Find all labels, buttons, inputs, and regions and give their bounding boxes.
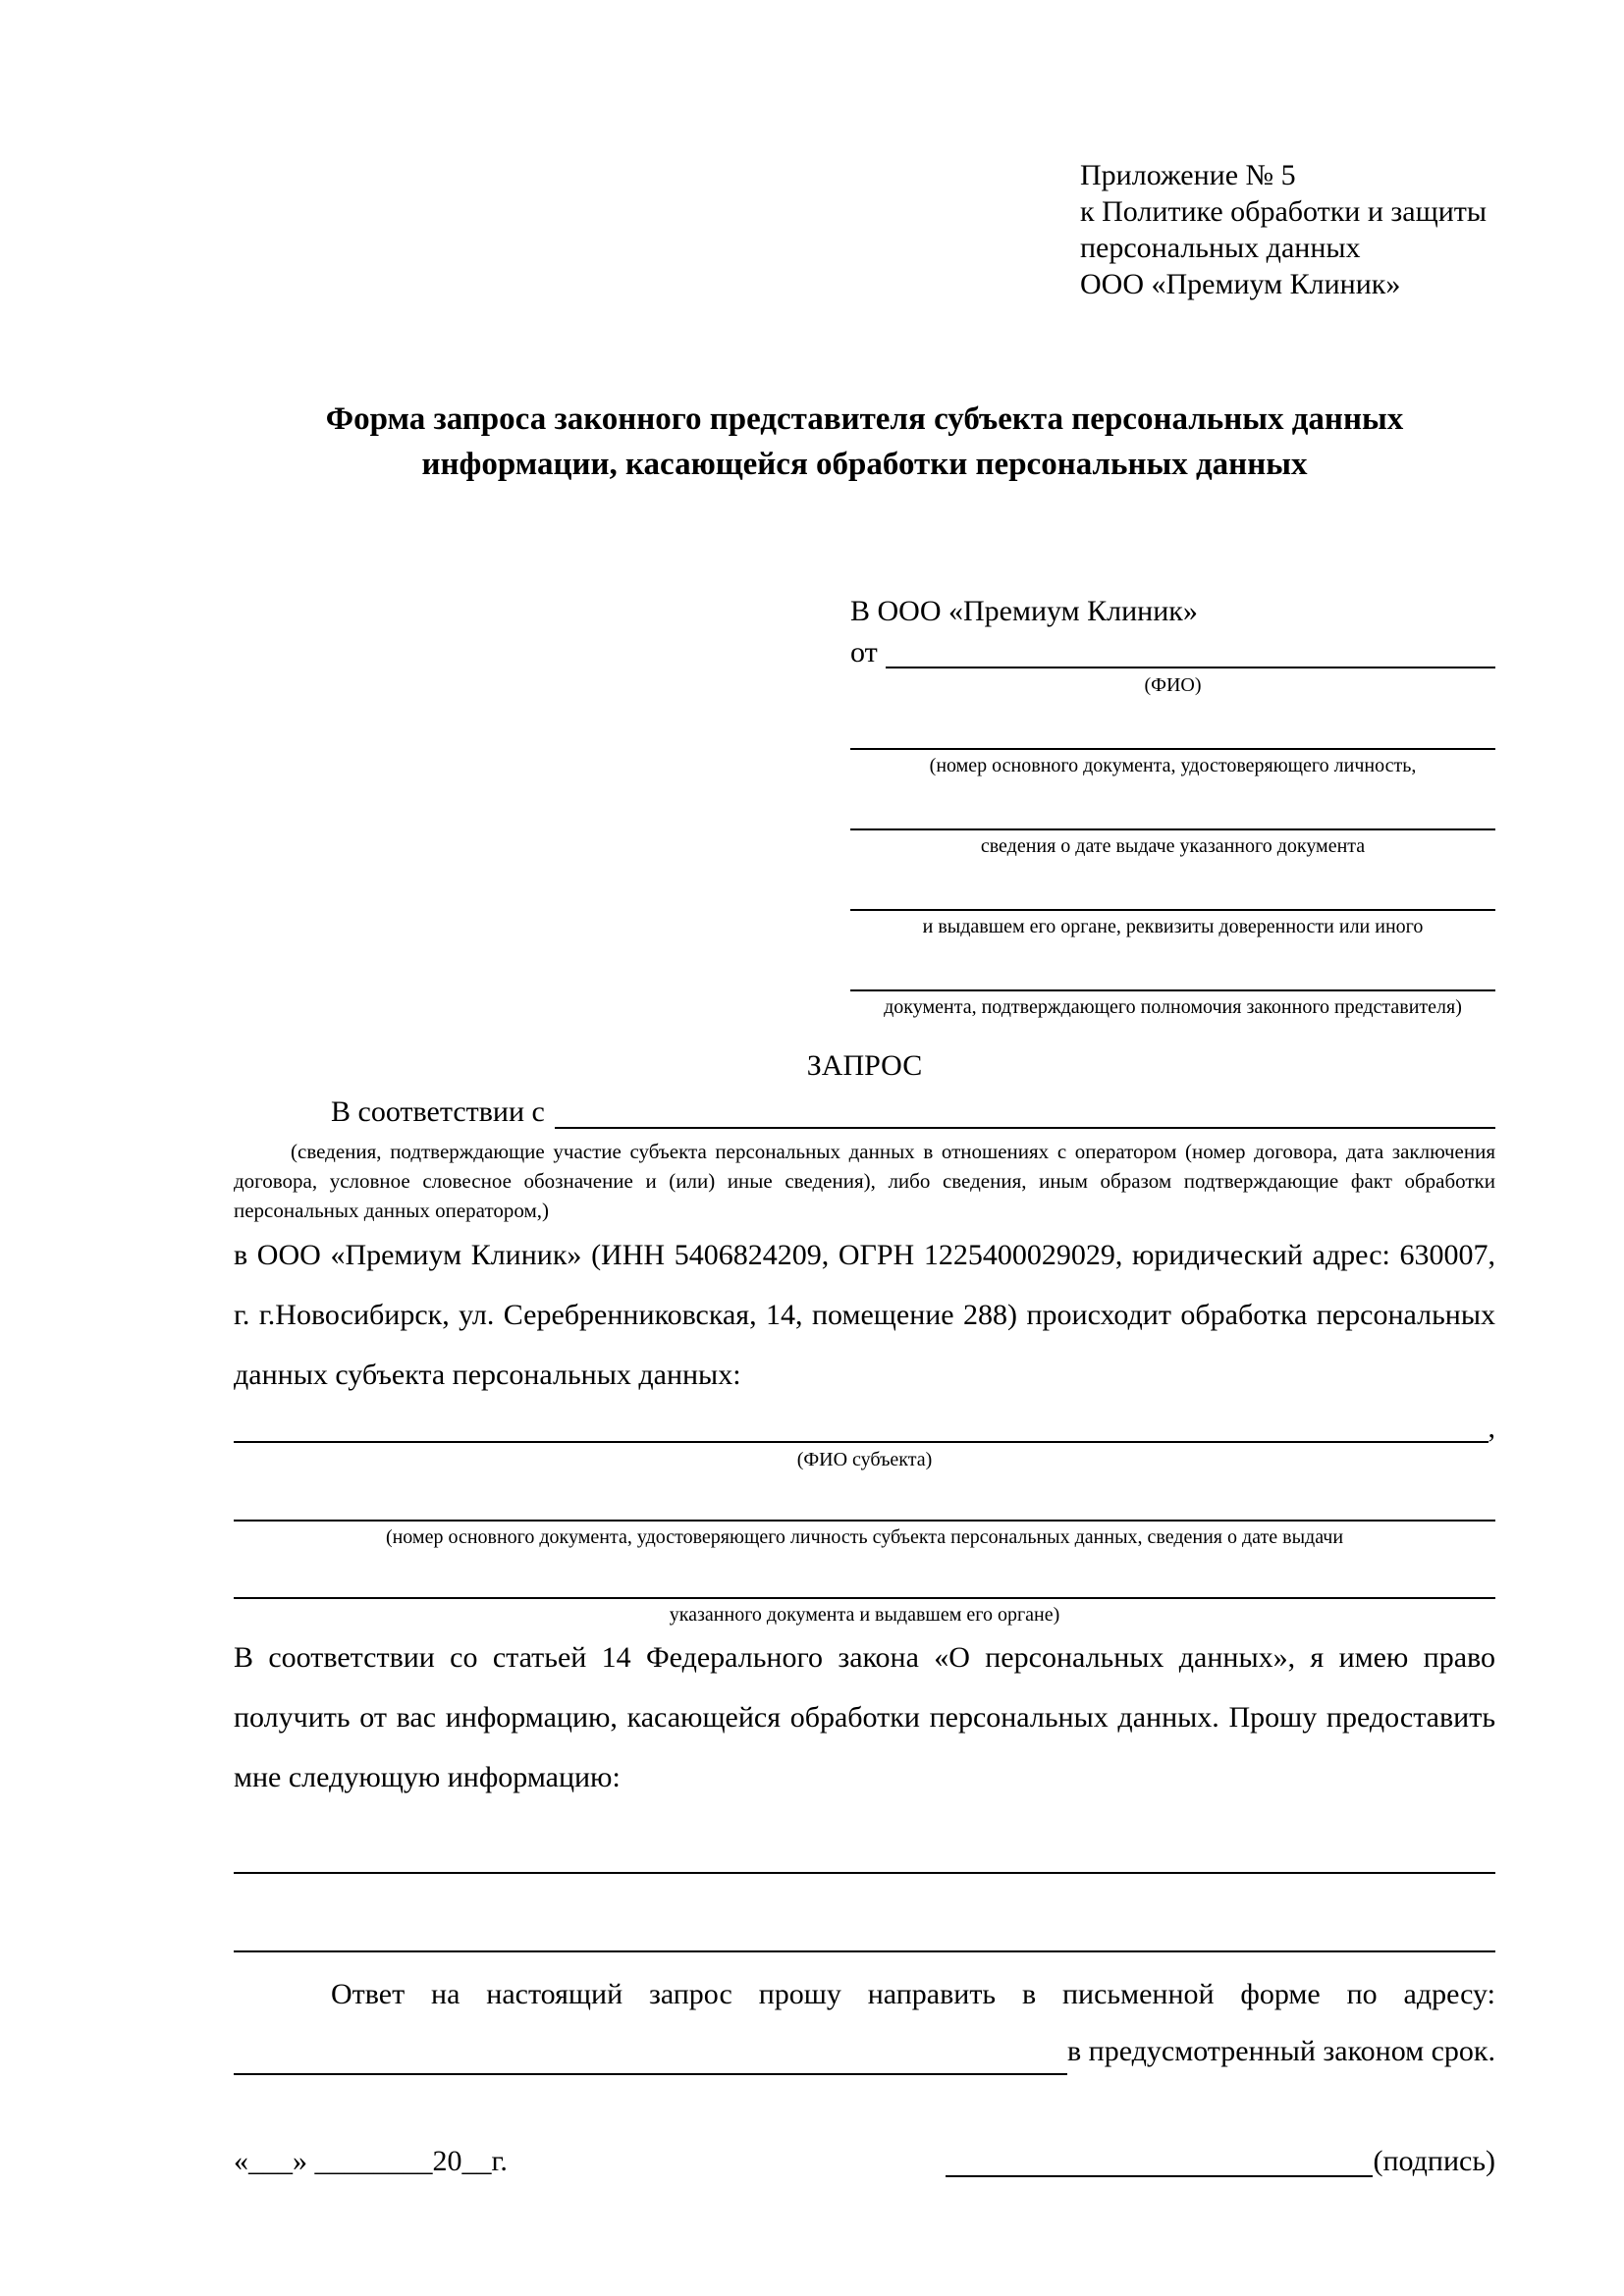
- appendix-note: [1080, 157, 1495, 302]
- blank-row: [850, 989, 1495, 1020]
- appendix-line: персональных данных: [1080, 232, 1361, 264]
- blank-underline: [886, 667, 1495, 668]
- document-title: [234, 397, 1495, 487]
- addressee-block: [850, 591, 1495, 1020]
- addressee-from-label: от: [850, 636, 878, 668]
- blank-underline: [234, 2073, 1067, 2075]
- appendix-line: ООО «Премиум Клиник»: [1080, 268, 1401, 300]
- footer-row: [234, 2141, 1495, 2182]
- blank-caption: (номер основного документа, удостоверяющего личность,: [929, 755, 1417, 776]
- request-intro-label: В соответствии с: [331, 1095, 545, 1128]
- answer-tail: в предусмотренный законом срок.: [1067, 2035, 1495, 2067]
- signature-underline: [946, 2175, 1373, 2177]
- blank-underline: [234, 1597, 1495, 1599]
- blank-caption: и выдавшем его органе, реквизиты доверенности или иного: [922, 916, 1424, 937]
- blank-underline: [234, 1950, 1495, 1952]
- subject-fio-row: [234, 1409, 1495, 1448]
- addressee-from-row: [850, 632, 1495, 673]
- subject-fio-caption: (ФИО субъекта): [796, 1449, 933, 1470]
- blank-row: [850, 828, 1495, 859]
- appendix-line: Приложение № 5: [1080, 159, 1296, 191]
- blank-underline: [850, 828, 1495, 830]
- addressee-to: В ООО «Премиум Клиник»: [850, 595, 1198, 627]
- blank-underline: [850, 909, 1495, 911]
- operator-paragraph: в ООО «Премиум Клиник» (ИНН 5406824209, ОГРН 1225400029029, юридический адрес: 630007, г. г.Новосибирск, ул. Серебренниковская, 14, помещение 288) происходит обработка персональных данных субъекта персональных данных:: [234, 1239, 1495, 1391]
- signature-block: [946, 2141, 1495, 2182]
- blank-row: [850, 909, 1495, 939]
- answer-address-row: [234, 2023, 1495, 2080]
- appendix-line: к Политике обработки и защиты: [1080, 195, 1488, 228]
- date-line: «___» ________20__г.: [234, 2145, 508, 2177]
- blank-underline: [555, 1127, 1495, 1129]
- request-heading: ЗАПРОС: [806, 1049, 923, 1082]
- request-intro-caption: (сведения, подтверждающие участие субъекта персональных данных в отношениях с оператором (номер договора, дата заключения договора, условное словесное обозначение и (или) иные сведения), либо сведения, иным образом подтверждающие факт обработки персональных данных оператором,): [234, 1140, 1495, 1222]
- subject-doc-caption: (номер основного документа, удостоверяющего личность субъекта персональных данных, сведения о дате выдачи: [385, 1526, 1344, 1548]
- blank-caption: документа, подтверждающего полномочия законного представителя): [884, 996, 1462, 1018]
- document-title-line: Форма запроса законного представителя субъекта персональных данных: [325, 401, 1404, 437]
- request-intro-row: [234, 1091, 1495, 1134]
- blank-caption: сведения о дате выдаче указанного документа: [980, 835, 1366, 857]
- blank-row: [850, 748, 1495, 778]
- blank-underline: [234, 1441, 1489, 1443]
- fio-caption: (ФИО): [1144, 674, 1202, 696]
- blank-row: [234, 1520, 1495, 1550]
- subject-line-comma: ,: [1488, 1412, 1495, 1444]
- signature-caption: (подпись): [1373, 2145, 1495, 2177]
- law-paragraph: В соответствии со статьей 14 Федерального закона «О персональных данных», я имею право получить от вас информацию, касающейся обработки персональных данных. Прошу предоставить мне следующую информацию:: [234, 1641, 1495, 1793]
- blank-underline: [850, 748, 1495, 750]
- document-title-line: информации, касающейся обработки персональных данных: [421, 447, 1308, 482]
- answer-paragraph: Ответ на настоящий запрос прошу направить в письменной форме по адресу:: [331, 1978, 1495, 2010]
- subject-doc-caption: указанного документа и выдавшем его органе): [669, 1604, 1060, 1626]
- blank-underline: [234, 1872, 1495, 1874]
- blank-row: [234, 1597, 1495, 1628]
- blank-underline: [234, 1520, 1495, 1522]
- blank-underline: [850, 989, 1495, 991]
